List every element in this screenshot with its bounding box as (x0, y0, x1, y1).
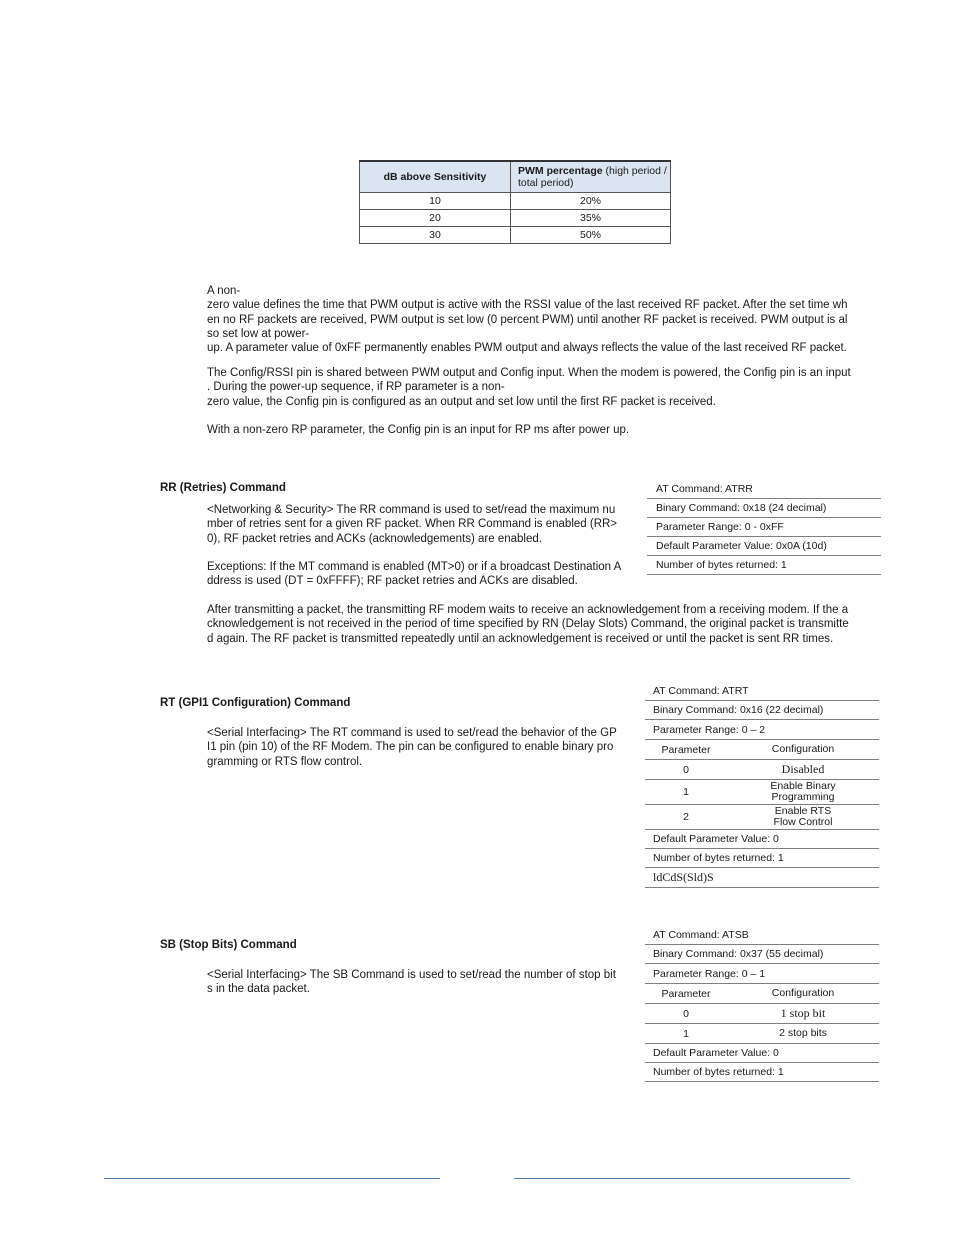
param-header-row (645, 740, 879, 760)
text-line: so set low at power- (207, 327, 310, 340)
col-configuration: Configuration (771, 743, 835, 755)
text-line: <Serial Interfacing> The RT command is used to set/read the behavior of the GP (207, 727, 617, 739)
rr-after (207, 603, 887, 646)
rt-title: RT (GPI1 Configuration) Command (160, 697, 351, 709)
rr-description (207, 503, 647, 546)
text-line: mber of retries sent for a given RF packet. When RR Command is enabled (RR> (207, 518, 618, 531)
text-line: d again. The RF packet is transmitted repeatedly until an acknowledgement is received or until the packet is sent RR times. (207, 632, 834, 645)
rr-command-table (647, 480, 881, 575)
text-line: cknowledgement is not received in the period of time specified by RN (Delay Slots) Command, the original packet is transmitte (207, 618, 849, 631)
default-value: Default Parameter Value: 0 (645, 830, 879, 849)
param-value: 1 (683, 786, 689, 798)
at-command: AT Command: ATRT (645, 682, 879, 701)
text-line: The Config/RSSI pin is shared between PWM output and Config input. When the modem is powered, the Config pin is an input (207, 367, 851, 379)
nonzero-paragraph: With a non-zero RP parameter, the Config pin is an input for RP ms after power up. (207, 424, 630, 436)
header-pwm-bold: PWM percentage (518, 165, 603, 177)
param-header-row (645, 984, 879, 1004)
footer-rule-right (514, 1178, 850, 1179)
default-value: Default Parameter Value: 0 (645, 1044, 879, 1063)
header-db: dB above Sensitivity (360, 161, 511, 193)
table-row (360, 193, 671, 210)
default-value: Default Parameter Value: 0x0A (10d) (647, 537, 881, 556)
header-pwm-rest: (high period / total period) (518, 165, 667, 189)
text-line: en no RF packets are received, PWM output is set low (0 percent PWM) until another RF packet is received. PWM output is al (207, 313, 848, 326)
param-value: 0 (683, 1007, 689, 1020)
table-row (360, 227, 671, 244)
text-line: . During the power-up sequence, if RP parameter is a non- (207, 381, 505, 394)
bytes-returned: Number of bytes returned: 1 (645, 849, 879, 868)
sb-command-table (645, 926, 879, 1082)
table-row (645, 1024, 879, 1044)
table-row (360, 210, 671, 227)
sb-description (207, 968, 647, 997)
pwm-table-header (360, 161, 671, 193)
table-cell: 30 (360, 227, 511, 244)
bytes-returned: Number of bytes returned: 1 (647, 556, 881, 575)
text-line: Exceptions: If the MT command is enabled (MT>0) or if a broadcast Destination A (207, 561, 622, 573)
config-value: 1 stop bit (780, 1006, 826, 1020)
text-line: 0), RF packet retries and ACKs (acknowledgements) are enabled. (207, 532, 542, 545)
param-value: 2 (683, 811, 689, 823)
config-line: Enable Binary (770, 780, 836, 792)
rp-paragraph (207, 284, 887, 355)
config-paragraph (207, 366, 887, 409)
config-line: Programming (771, 791, 835, 803)
text-line: After transmitting a packet, the transmitting RF modem waits to receive an acknowledgement from a receiving modem. If the a (207, 604, 849, 616)
text-line: up. A parameter value of 0xFF permanently enables PWM output and always reflects the value of the last received RF packet. (207, 342, 847, 355)
pwm-table (359, 160, 671, 244)
binary-command: Binary Command: 0x16 (22 decimal) (645, 701, 879, 720)
table-cell: 20 (360, 210, 511, 227)
rt-description (207, 726, 647, 769)
text-line: ddress is used (DT = 0xFFFF); RF packet retries and ACKs are disabled. (207, 575, 578, 588)
text-line: <Networking & Security> The RR command is used to set/read the maximum nu (207, 504, 616, 516)
binary-command: Binary Command: 0x37 (55 decimal) (645, 945, 879, 964)
config-line: Enable RTS (774, 805, 832, 817)
param-value: 0 (683, 763, 689, 776)
text-line: zero value, the Config pin is configured as an output and set low until the first RF packet is received. (207, 395, 716, 408)
rr-title: RR (Retries) Command (160, 482, 286, 494)
text-line: gramming or RTS flow control. (207, 755, 363, 768)
sb-title: SB (Stop Bits) Command (160, 939, 297, 951)
text-line: zero value defines the time that PWM output is active with the RSSI value of the last received RF packet. After the set time wh (207, 299, 848, 312)
table-row (645, 805, 879, 830)
col-parameter: Parameter (661, 743, 711, 756)
rr-exceptions (207, 560, 647, 589)
rt-command-table (645, 682, 879, 888)
col-configuration: Configuration (771, 987, 835, 999)
config-value: 2 stop bits (779, 1027, 827, 1039)
binary-command: Binary Command: 0x18 (24 decimal) (647, 499, 881, 518)
parameter-range: Parameter Range: 0 – 2 (645, 720, 879, 740)
table-cell: 50% (511, 227, 671, 244)
table-row (645, 780, 879, 805)
config-value: Disabled (781, 762, 825, 776)
extra-row: ldCdS(Sld)S (645, 868, 879, 888)
text-line: s in the data packet. (207, 983, 310, 996)
table-cell: 20% (511, 193, 671, 210)
bytes-returned: Number of bytes returned: 1 (645, 1063, 879, 1082)
col-parameter: Parameter (661, 987, 711, 1000)
text-line: I1 pin (pin 10) of the RF Modem. The pin can be configured to enable binary pro (207, 741, 614, 754)
header-pwm (511, 161, 671, 193)
text-line: <Serial Interfacing> The SB Command is used to set/read the number of stop bit (207, 969, 616, 981)
at-command: AT Command: ATRR (647, 480, 881, 499)
table-cell: 35% (511, 210, 671, 227)
text-line: A non- (207, 285, 241, 297)
parameter-range: Parameter Range: 0 – 1 (645, 964, 879, 984)
table-row (645, 760, 879, 780)
param-value: 1 (683, 1027, 689, 1040)
config-line: Flow Control (773, 816, 833, 828)
table-row (645, 1004, 879, 1024)
config-value (727, 806, 879, 828)
table-cell: 10 (360, 193, 511, 210)
at-command: AT Command: ATSB (645, 926, 879, 945)
parameter-range: Parameter Range: 0 - 0xFF (647, 518, 881, 537)
config-value (727, 781, 879, 803)
footer-rule-left (104, 1178, 440, 1179)
